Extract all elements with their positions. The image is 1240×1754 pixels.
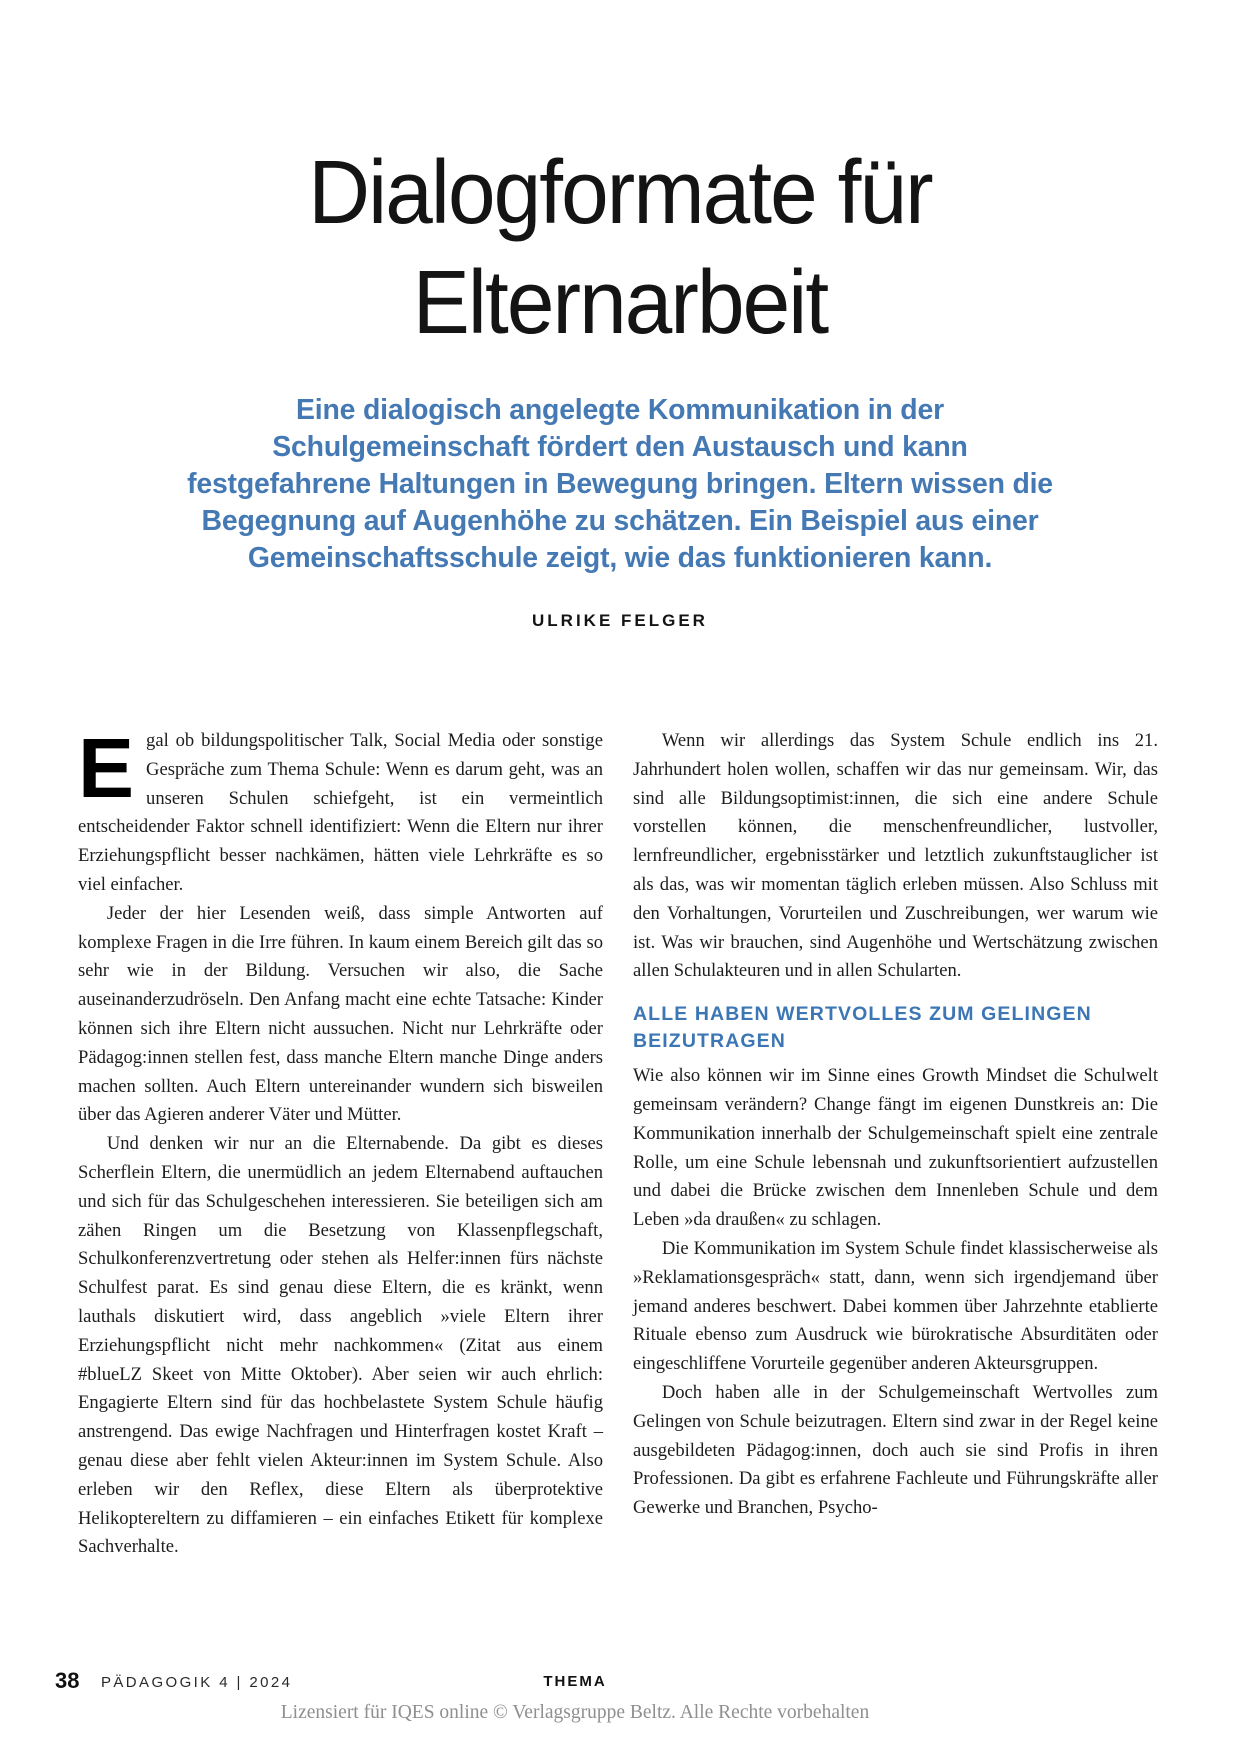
article-body — [0, 721, 1240, 1562]
article-title-line1: Dialogformate für — [308, 143, 932, 243]
paragraph: Doch haben alle in der Schulgemeinschaft Wertvolles zum Gelingen von Schule beizutragen. Eltern sind zwar in der Regel keine ausgebildeten Pädagog:innen, doch auch sie sind Profis in ihren Professionen. Da gibt es erfahrene Fachleute und Führungskräfte aller Gewerke und Branchen, Psycho- — [633, 1381, 1158, 1519]
dropcap-letter: E — [78, 721, 135, 815]
license-notice: Lizensiert für IQES online © Verlagsgruppe Beltz. Alle Rechte vorbehalten — [280, 1702, 870, 1723]
section-label: THEMA — [543, 1673, 607, 1690]
page-number: 38 — [55, 1668, 80, 1693]
article-author: ULRIKE FELGER — [532, 611, 708, 630]
paragraph: Jeder der hier Lesenden weiß, dass simple Antworten auf komplexe Fragen in die Irre führen. In kaum einem Bereich gilt das so sehr wie in der Bildung. Versuchen wir also, die Sache auseinanderzudröseln. Den Anfang macht eine echte Tatsache: Kinder können sich ihre Eltern nicht aussuchen. Nicht nur Lehrkräfte oder Pädagog:innen stellen fest, dass manche Eltern manche Dinge anders machen sollten. Auch Eltern untereinander wundern sich bisweilen über das Agieren anderer Väter und Mütter. — [78, 902, 603, 1126]
section-subheading: ALLE HABEN WERTVOLLES ZUM GELINGEN BEIZUTRAGEN — [633, 1003, 1092, 1053]
left-column — [78, 721, 603, 1562]
paragraph: Wie also können wir im Sinne eines Growth Mindset die Schulwelt gemeinsam verändern? Change fängt im eigenen Dunstkreis an: Die Kommunikation innerhalb der Schulgemeinschaft spielt eine zentrale Rolle, um eine Schule lebensnah und zukunftsorientiert aufzustellen und dabei die Brücke zwischen dem Innenleben Schule und dem Leben »da draußen« zu schlagen. — [633, 1065, 1158, 1231]
paragraph: Wenn wir allerdings das System Schule endlich ins 21. Jahrhundert holen wollen, schaffen wir das nur gemeinsam. Wir, das sind alle Bildungsoptimist:innen, die sich eine andere Schule vorstellen können, die menschenfreundlicher, lustvoller, lernfreundlicher, ergebnisstärker und letztlich zukunftstauglicher ist als das, was wir momentan täglich erleben müssen. Also Schluss mit den Vorhaltungen, Vorurteilen und Zuschreibungen, wer warum wie ist. Was wir brauchen, sind Augenhöhe und Wertschätzung zwischen allen Schulakteuren und in allen Schularten. — [633, 730, 1158, 982]
page-footer — [0, 1668, 1240, 1698]
right-column — [633, 727, 1158, 1562]
paragraph: Die Kommunikation im System Schule findet klassischerweise als »Reklamationsgespräch« statt, dann, wenn sich irgendjemand über jemand anderes beschwert. Dabei kommen über Jahrzehnte etablierte Rituale ebenso zum Ausdruck wie bürokratische Absurditäten oder eingeschliffene Vorurteile gegenüber anderen Akteursgruppen. — [633, 1237, 1158, 1375]
article-title-line2: Elternarbeit — [412, 253, 828, 353]
article-header — [0, 0, 1240, 631]
paragraph — [78, 721, 603, 900]
journal-name: PÄDAGOGIK 4 | 2024 — [101, 1674, 293, 1691]
article-title — [31, 138, 1209, 358]
paragraph: Und denken wir nur an die Elternabende. Da gibt es dieses Scherflein Eltern, die unermüdlich an jedem Elternabend auftauchen und sich für das Schulgeschehen interessieren. Sie beteiligen sich am zähen Ringen um die Besetzung von Klassenpflegschaft, Schulkonferenzvertretung oder stehen als Helfer:innen fürs nächste Schulfest parat. Es sind genau diese Eltern, die es kränkt, wenn lauthals diskutiert wird, dass angeblich »viele Eltern ihrer Erziehungspflicht nicht mehr nachkommen« (Zitat aus einem #blueLZ Skeet von Mitte Oktober). Aber seien wir auch ehrlich: Engagierte Eltern sind für das hochbelastete System Schule häufig anstrengend. Das ewige Nachfragen und Hinterfragen kostet Kraft – genau diese aber fehlt vielen Akteur:innen im System Schule. Also erleben wir den Reflex, diese Eltern als überprotektive Helikoptereltern zu diffamieren – ein einfaches Etikett für komplexe Sachverhalte. — [78, 1133, 603, 1558]
paragraph-text: gal ob bildungspolitischer Talk, Social Media oder sonstige Gespräche zum Thema Schule: Wenn es darum geht, was an unseren Schulen schiefgeht, ist ein vermeintlich entscheidender Faktor schnell identifiziert: Wenn die Eltern nur ihrer Erziehungspflicht besser nachkämen, hätten viele Lehrkräfte es so viel einfacher. — [78, 730, 603, 895]
article-lead: Eine dialogisch angelegte Kommunikation in der Schulgemeinschaft fördert den Austausch und kann festgefahrene Haltungen in Bewegung bringen. Eltern wissen die Begegnung auf Augenhöhe zu schätzen. Ein Beispiel aus einer Gemeinschaftsschule zeigt, wie das funktionieren kann. — [187, 394, 1053, 574]
